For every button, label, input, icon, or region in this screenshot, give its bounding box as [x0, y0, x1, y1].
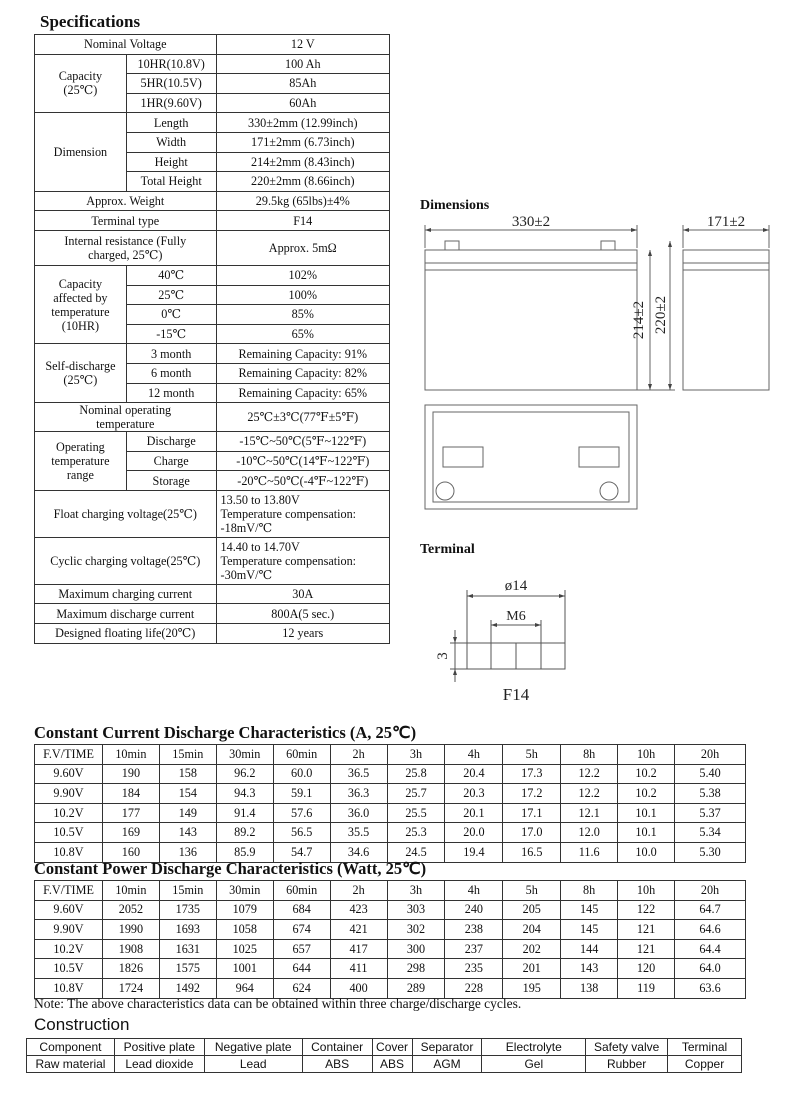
column-header: 10min: [102, 881, 159, 901]
vent-slot: [443, 447, 483, 467]
terminal-post: [601, 241, 615, 250]
table-cell: 144: [561, 939, 618, 959]
table-cell: 1001: [216, 959, 273, 979]
table-cell: Rubber: [586, 1056, 668, 1073]
table-cell: ABS: [302, 1056, 372, 1073]
diameter-label: ø14: [504, 578, 528, 594]
table-cell: 89.2: [216, 823, 273, 843]
table-cell: 16.5: [503, 842, 561, 862]
terminal-drawing: [425, 568, 585, 708]
spec-label: Nominal operating temperature: [35, 403, 217, 432]
table-cell: 120: [618, 959, 675, 979]
table-cell: 657: [273, 939, 330, 959]
column-header: Safety valve: [586, 1039, 668, 1056]
terminal-top-view: [436, 482, 454, 500]
spec-value-line: -30mV/℃: [220, 567, 273, 582]
dimensions-drawing: [415, 215, 785, 515]
table-cell: 17.3: [503, 764, 561, 784]
row-header: 9.60V: [35, 900, 103, 920]
length-label: 330±2: [511, 215, 551, 230]
top-view-outline: [425, 405, 637, 509]
table-cell: 674: [273, 920, 330, 940]
spec-sublabel: 5HR(10.5V): [126, 74, 216, 94]
table-cell: 121: [618, 920, 675, 940]
table-cell: 20.1: [445, 803, 503, 823]
table-cell: 36.0: [330, 803, 387, 823]
note-text: Note: The above characteristics data can be obtained within three charge/discharge cycles.: [34, 996, 522, 1011]
table-cell: 64.7: [674, 900, 745, 920]
table-cell: 5.34: [675, 823, 746, 843]
table-row: [35, 584, 390, 604]
table-header-row: [35, 881, 746, 901]
table-cell: 36.3: [330, 784, 387, 804]
spec-label: Designed floating life(20℃): [35, 624, 217, 644]
spec-label: Approx. Weight: [35, 191, 217, 211]
terminal-height-label: 3: [435, 652, 451, 660]
column-header: 20h: [674, 881, 745, 901]
table-cell: 240: [445, 900, 503, 920]
column-header: 60min: [273, 881, 330, 901]
table-cell: 24.5: [387, 842, 445, 862]
table-row: [35, 604, 390, 624]
spec-sublabel: Storage: [126, 471, 216, 491]
spec-value: [216, 490, 389, 537]
spec-label: Operating temperature range: [35, 432, 127, 491]
table-cell: 10.1: [618, 803, 675, 823]
specifications-table: [34, 34, 390, 644]
spec-value: 85%: [216, 305, 389, 325]
column-header: 3h: [387, 745, 445, 765]
spec-sublabel: Width: [126, 132, 216, 152]
table-row: [27, 1056, 742, 1073]
specifications-title: Specifications: [40, 12, 141, 31]
spec-label: Maximum charging current: [35, 584, 217, 604]
column-header: 20h: [675, 745, 746, 765]
table-cell: 5.37: [675, 803, 746, 823]
column-header: Negative plate: [204, 1039, 302, 1056]
table-cell: 121: [618, 939, 675, 959]
table-cell: 12.1: [561, 803, 618, 823]
spec-label: Nominal Voltage: [35, 35, 217, 55]
table-cell: 2052: [102, 900, 159, 920]
spec-value: F14: [216, 211, 389, 231]
spec-sublabel: 25℃: [126, 285, 216, 305]
table-cell: 10.0: [618, 842, 675, 862]
width-label: 171±2: [706, 215, 746, 230]
table-cell: 1826: [102, 959, 159, 979]
table-row: [35, 344, 390, 364]
table-cell: 195: [503, 978, 561, 998]
arrowhead: [425, 228, 431, 232]
table-row: [35, 803, 746, 823]
row-header: 10.8V: [35, 978, 103, 998]
table-row: [35, 191, 390, 211]
spec-value: [216, 537, 389, 584]
terminal-title: Terminal: [420, 542, 475, 557]
table-cell: 202: [503, 939, 561, 959]
spec-value: -10℃~50℃(14℉~122℉): [216, 451, 389, 471]
table-cell: 145: [561, 900, 618, 920]
row-header: 9.90V: [35, 784, 103, 804]
spec-label: Internal resistance (Fully charged, 25℃): [35, 230, 217, 265]
table-cell: 302: [387, 920, 445, 940]
row-header: 9.90V: [35, 920, 103, 940]
column-header: Separator: [412, 1039, 482, 1056]
spec-value: 220±2mm (8.66inch): [216, 172, 389, 192]
spec-value: 171±2mm (6.73inch): [216, 132, 389, 152]
spec-sublabel: 3 month: [126, 344, 216, 364]
table-cell: 1492: [159, 978, 216, 998]
column-header: 5h: [503, 881, 561, 901]
spec-value-line: -18mV/℃: [220, 520, 273, 535]
table-cell: 64.6: [674, 920, 745, 940]
table-header-row: [35, 745, 746, 765]
column-header: 8h: [561, 745, 618, 765]
table-cell: 184: [102, 784, 159, 804]
table-cell: 56.5: [273, 823, 330, 843]
table-cell: 36.5: [330, 764, 387, 784]
terminal-top-view: [600, 482, 618, 500]
construction-table: [26, 1038, 742, 1073]
table-cell: 1693: [159, 920, 216, 940]
spec-sublabel: 12 month: [126, 383, 216, 403]
table-cell: 20.4: [445, 764, 503, 784]
arrowhead: [683, 228, 689, 232]
table-row: [35, 624, 390, 644]
table-cell: 12.0: [561, 823, 618, 843]
table-cell: 25.8: [387, 764, 445, 784]
spec-sublabel: Length: [126, 113, 216, 133]
table-cell: 300: [387, 939, 445, 959]
table-cell: 400: [330, 978, 387, 998]
column-header: Component: [27, 1039, 115, 1056]
table-cell: 64.0: [674, 959, 745, 979]
spec-sublabel: 1HR(9.60V): [126, 93, 216, 113]
spec-value: Remaining Capacity: 82%: [216, 363, 389, 383]
table-cell: 149: [159, 803, 216, 823]
table-cell: 298: [387, 959, 445, 979]
spec-value: 65%: [216, 324, 389, 344]
table-cell: 17.0: [503, 823, 561, 843]
spec-value: 12 V: [216, 35, 389, 55]
table-cell: 228: [445, 978, 503, 998]
table-cell: 91.4: [216, 803, 273, 823]
spec-value: Approx. 5mΩ: [216, 230, 389, 265]
table-cell: 136: [159, 842, 216, 862]
table-cell: 34.6: [330, 842, 387, 862]
arrowhead: [535, 623, 541, 627]
spec-value: 12 years: [216, 624, 389, 644]
row-header: Raw material: [27, 1056, 115, 1073]
table-cell: 205: [503, 900, 561, 920]
table-cell: 25.7: [387, 784, 445, 804]
table-cell: 17.2: [503, 784, 561, 804]
table-cell: 624: [273, 978, 330, 998]
table-cell: 289: [387, 978, 445, 998]
table-row: [35, 784, 746, 804]
arrowhead: [453, 669, 457, 675]
table-cell: 169: [102, 823, 159, 843]
table-cell: 25.3: [387, 823, 445, 843]
row-header: 10.2V: [35, 803, 103, 823]
terminal-name-label: F14: [502, 685, 530, 704]
spec-value: 100 Ah: [216, 54, 389, 74]
table-cell: 143: [159, 823, 216, 843]
table-cell: 119: [618, 978, 675, 998]
spec-value: 60Ah: [216, 93, 389, 113]
height-label: 214±2: [631, 300, 647, 340]
table-cell: 10.1: [618, 823, 675, 843]
table-cell: 303: [387, 900, 445, 920]
table-cell: 964: [216, 978, 273, 998]
table-row: [35, 920, 746, 940]
table-cell: 1631: [159, 939, 216, 959]
table-cell: 644: [273, 959, 330, 979]
thread-label: M6: [506, 609, 526, 624]
table-cell: Copper: [668, 1056, 742, 1073]
spec-value: 100%: [216, 285, 389, 305]
spec-value: 30A: [216, 584, 389, 604]
table-cell: 421: [330, 920, 387, 940]
table-cell: 684: [273, 900, 330, 920]
column-header: Container: [302, 1039, 372, 1056]
table-cell: 122: [618, 900, 675, 920]
spec-value: Remaining Capacity: 91%: [216, 344, 389, 364]
column-header: 4h: [445, 881, 503, 901]
table-cell: 54.7: [273, 842, 330, 862]
column-header: 10h: [618, 881, 675, 901]
spec-sublabel: Discharge: [126, 432, 216, 452]
spec-value-line: 13.50 to 13.80V: [220, 492, 300, 507]
front-view-outline: [425, 250, 637, 390]
column-header: 10h: [618, 745, 675, 765]
spec-label: Dimension: [35, 113, 127, 191]
top-view-inner: [433, 412, 629, 502]
spec-value: -20℃~50℃(-4℉~122℉): [216, 471, 389, 491]
table-cell: 1735: [159, 900, 216, 920]
table-cell: 12.2: [561, 784, 618, 804]
table-row: [35, 764, 746, 784]
construction-title: Construction: [34, 1015, 130, 1034]
spec-label: Float charging voltage(25℃): [35, 490, 217, 537]
table-cell: Lead: [204, 1056, 302, 1073]
table-row: [35, 939, 746, 959]
spec-sublabel: Charge: [126, 451, 216, 471]
table-cell: 57.6: [273, 803, 330, 823]
spec-label: Cyclic charging voltage(25℃): [35, 537, 217, 584]
table-cell: 237: [445, 939, 503, 959]
table-cell: 1079: [216, 900, 273, 920]
row-header: 10.5V: [35, 959, 103, 979]
table-cell: 177: [102, 803, 159, 823]
column-header: 4h: [445, 745, 503, 765]
table-cell: 235: [445, 959, 503, 979]
table-cell: AGM: [412, 1056, 482, 1073]
table-cell: 160: [102, 842, 159, 862]
column-header: 15min: [159, 745, 216, 765]
column-header: 5h: [503, 745, 561, 765]
spec-value: 214±2mm (8.43inch): [216, 152, 389, 172]
table-row: [35, 35, 390, 55]
column-header: 30min: [216, 881, 273, 901]
table-cell: 423: [330, 900, 387, 920]
row-header: 10.5V: [35, 823, 103, 843]
table-cell: 5.40: [675, 764, 746, 784]
spec-value: 800A(5 sec.): [216, 604, 389, 624]
table-cell: ABS: [372, 1056, 412, 1073]
table-cell: 20.0: [445, 823, 503, 843]
spec-sublabel: Height: [126, 152, 216, 172]
power-discharge-title: Constant Power Discharge Characteristics (Watt, 25℃): [34, 859, 427, 878]
arrowhead: [491, 623, 497, 627]
table-cell: 1058: [216, 920, 273, 940]
table-cell: 64.4: [674, 939, 745, 959]
column-header: 2h: [330, 745, 387, 765]
table-cell: 94.3: [216, 784, 273, 804]
arrowhead: [668, 384, 672, 390]
spec-sublabel: 6 month: [126, 363, 216, 383]
table-cell: 417: [330, 939, 387, 959]
table-cell: 20.3: [445, 784, 503, 804]
spec-sublabel: 0℃: [126, 305, 216, 325]
column-header: Electrolyte: [482, 1039, 586, 1056]
table-row: [35, 537, 390, 584]
column-header: Positive plate: [114, 1039, 204, 1056]
spec-label: Maximum discharge current: [35, 604, 217, 624]
table-cell: 143: [561, 959, 618, 979]
spec-value: Remaining Capacity: 65%: [216, 383, 389, 403]
table-cell: 138: [561, 978, 618, 998]
table-cell: 10.2: [618, 764, 675, 784]
spec-sublabel: 10HR(10.8V): [126, 54, 216, 74]
arrowhead: [648, 384, 652, 390]
spec-value: 29.5kg (65lbs)±4%: [216, 191, 389, 211]
row-header: 9.60V: [35, 764, 103, 784]
table-row: [35, 113, 390, 133]
arrowhead: [668, 241, 672, 247]
table-cell: 96.2: [216, 764, 273, 784]
table-row: [35, 959, 746, 979]
table-row: [35, 211, 390, 231]
table-row: [35, 54, 390, 74]
spec-sublabel: Total Height: [126, 172, 216, 192]
arrowhead: [763, 228, 769, 232]
arrowhead: [559, 594, 565, 598]
spec-label: Terminal type: [35, 211, 217, 231]
table-cell: 85.9: [216, 842, 273, 862]
arrowhead: [453, 637, 457, 643]
spec-label: Self-discharge (25℃): [35, 344, 127, 403]
table-cell: 158: [159, 764, 216, 784]
table-cell: 63.6: [674, 978, 745, 998]
table-cell: 1990: [102, 920, 159, 940]
current-discharge-table: [34, 744, 746, 863]
table-cell: 19.4: [445, 842, 503, 862]
table-row: [35, 403, 390, 432]
table-cell: 154: [159, 784, 216, 804]
row-header: 10.2V: [35, 939, 103, 959]
table-cell: 10.2: [618, 784, 675, 804]
table-cell: Lead dioxide: [114, 1056, 204, 1073]
table-cell: 145: [561, 920, 618, 940]
column-header: F.V/TIME: [35, 745, 103, 765]
table-row: [35, 823, 746, 843]
column-header: 60min: [273, 745, 330, 765]
table-cell: 35.5: [330, 823, 387, 843]
table-cell: 201: [503, 959, 561, 979]
column-header: 15min: [159, 881, 216, 901]
column-header: Terminal: [668, 1039, 742, 1056]
spec-label: Capacity affected by temperature (10HR): [35, 265, 127, 343]
table-cell: 5.38: [675, 784, 746, 804]
spec-value-line: Temperature compensation:: [220, 553, 357, 568]
dimensions-title: Dimensions: [420, 198, 490, 213]
vent-slot: [579, 447, 619, 467]
arrowhead: [467, 594, 473, 598]
spec-label: Capacity (25℃): [35, 54, 127, 113]
power-discharge-table: [34, 880, 746, 999]
column-header: 8h: [561, 881, 618, 901]
column-header: 2h: [330, 881, 387, 901]
table-cell: 1724: [102, 978, 159, 998]
table-cell: 12.2: [561, 764, 618, 784]
table-cell: 204: [503, 920, 561, 940]
table-cell: 1025: [216, 939, 273, 959]
table-cell: 17.1: [503, 803, 561, 823]
table-cell: 11.6: [561, 842, 618, 862]
table-cell: 1575: [159, 959, 216, 979]
total-height-label: 220±2: [653, 295, 669, 335]
spec-value-line: 14.40 to 14.70V: [220, 539, 300, 554]
column-header: F.V/TIME: [35, 881, 103, 901]
table-cell: 5.30: [675, 842, 746, 862]
spec-value: 85Ah: [216, 74, 389, 94]
spec-value: -15℃~50℃(5℉~122℉): [216, 432, 389, 452]
spec-value: 25℃±3℃(77℉±5℉): [216, 403, 389, 432]
arrowhead: [648, 250, 652, 256]
arrowhead: [631, 228, 637, 232]
spec-value-line: Temperature compensation:: [220, 506, 357, 521]
spec-value: 102%: [216, 265, 389, 285]
table-cell: 411: [330, 959, 387, 979]
spec-value: 330±2mm (12.99inch): [216, 113, 389, 133]
table-cell: 1908: [102, 939, 159, 959]
table-row: [35, 230, 390, 265]
side-view-outline: [683, 250, 769, 390]
table-row: [35, 432, 390, 452]
column-header: 10min: [102, 745, 159, 765]
column-header: 30min: [216, 745, 273, 765]
table-cell: 238: [445, 920, 503, 940]
row-header: 10.8V: [35, 842, 103, 862]
table-row: [35, 265, 390, 285]
table-cell: 190: [102, 764, 159, 784]
current-discharge-title: Constant Current Discharge Characteristics (A, 25℃): [34, 723, 417, 742]
table-row: [35, 490, 390, 537]
spec-sublabel: 40℃: [126, 265, 216, 285]
column-header: Cover: [372, 1039, 412, 1056]
terminal-post: [445, 241, 459, 250]
table-cell: Gel: [482, 1056, 586, 1073]
table-cell: 60.0: [273, 764, 330, 784]
column-header: 3h: [387, 881, 445, 901]
table-row: [35, 900, 746, 920]
table-cell: 59.1: [273, 784, 330, 804]
table-header-row: [27, 1039, 742, 1056]
table-cell: 25.5: [387, 803, 445, 823]
spec-sublabel: -15℃: [126, 324, 216, 344]
